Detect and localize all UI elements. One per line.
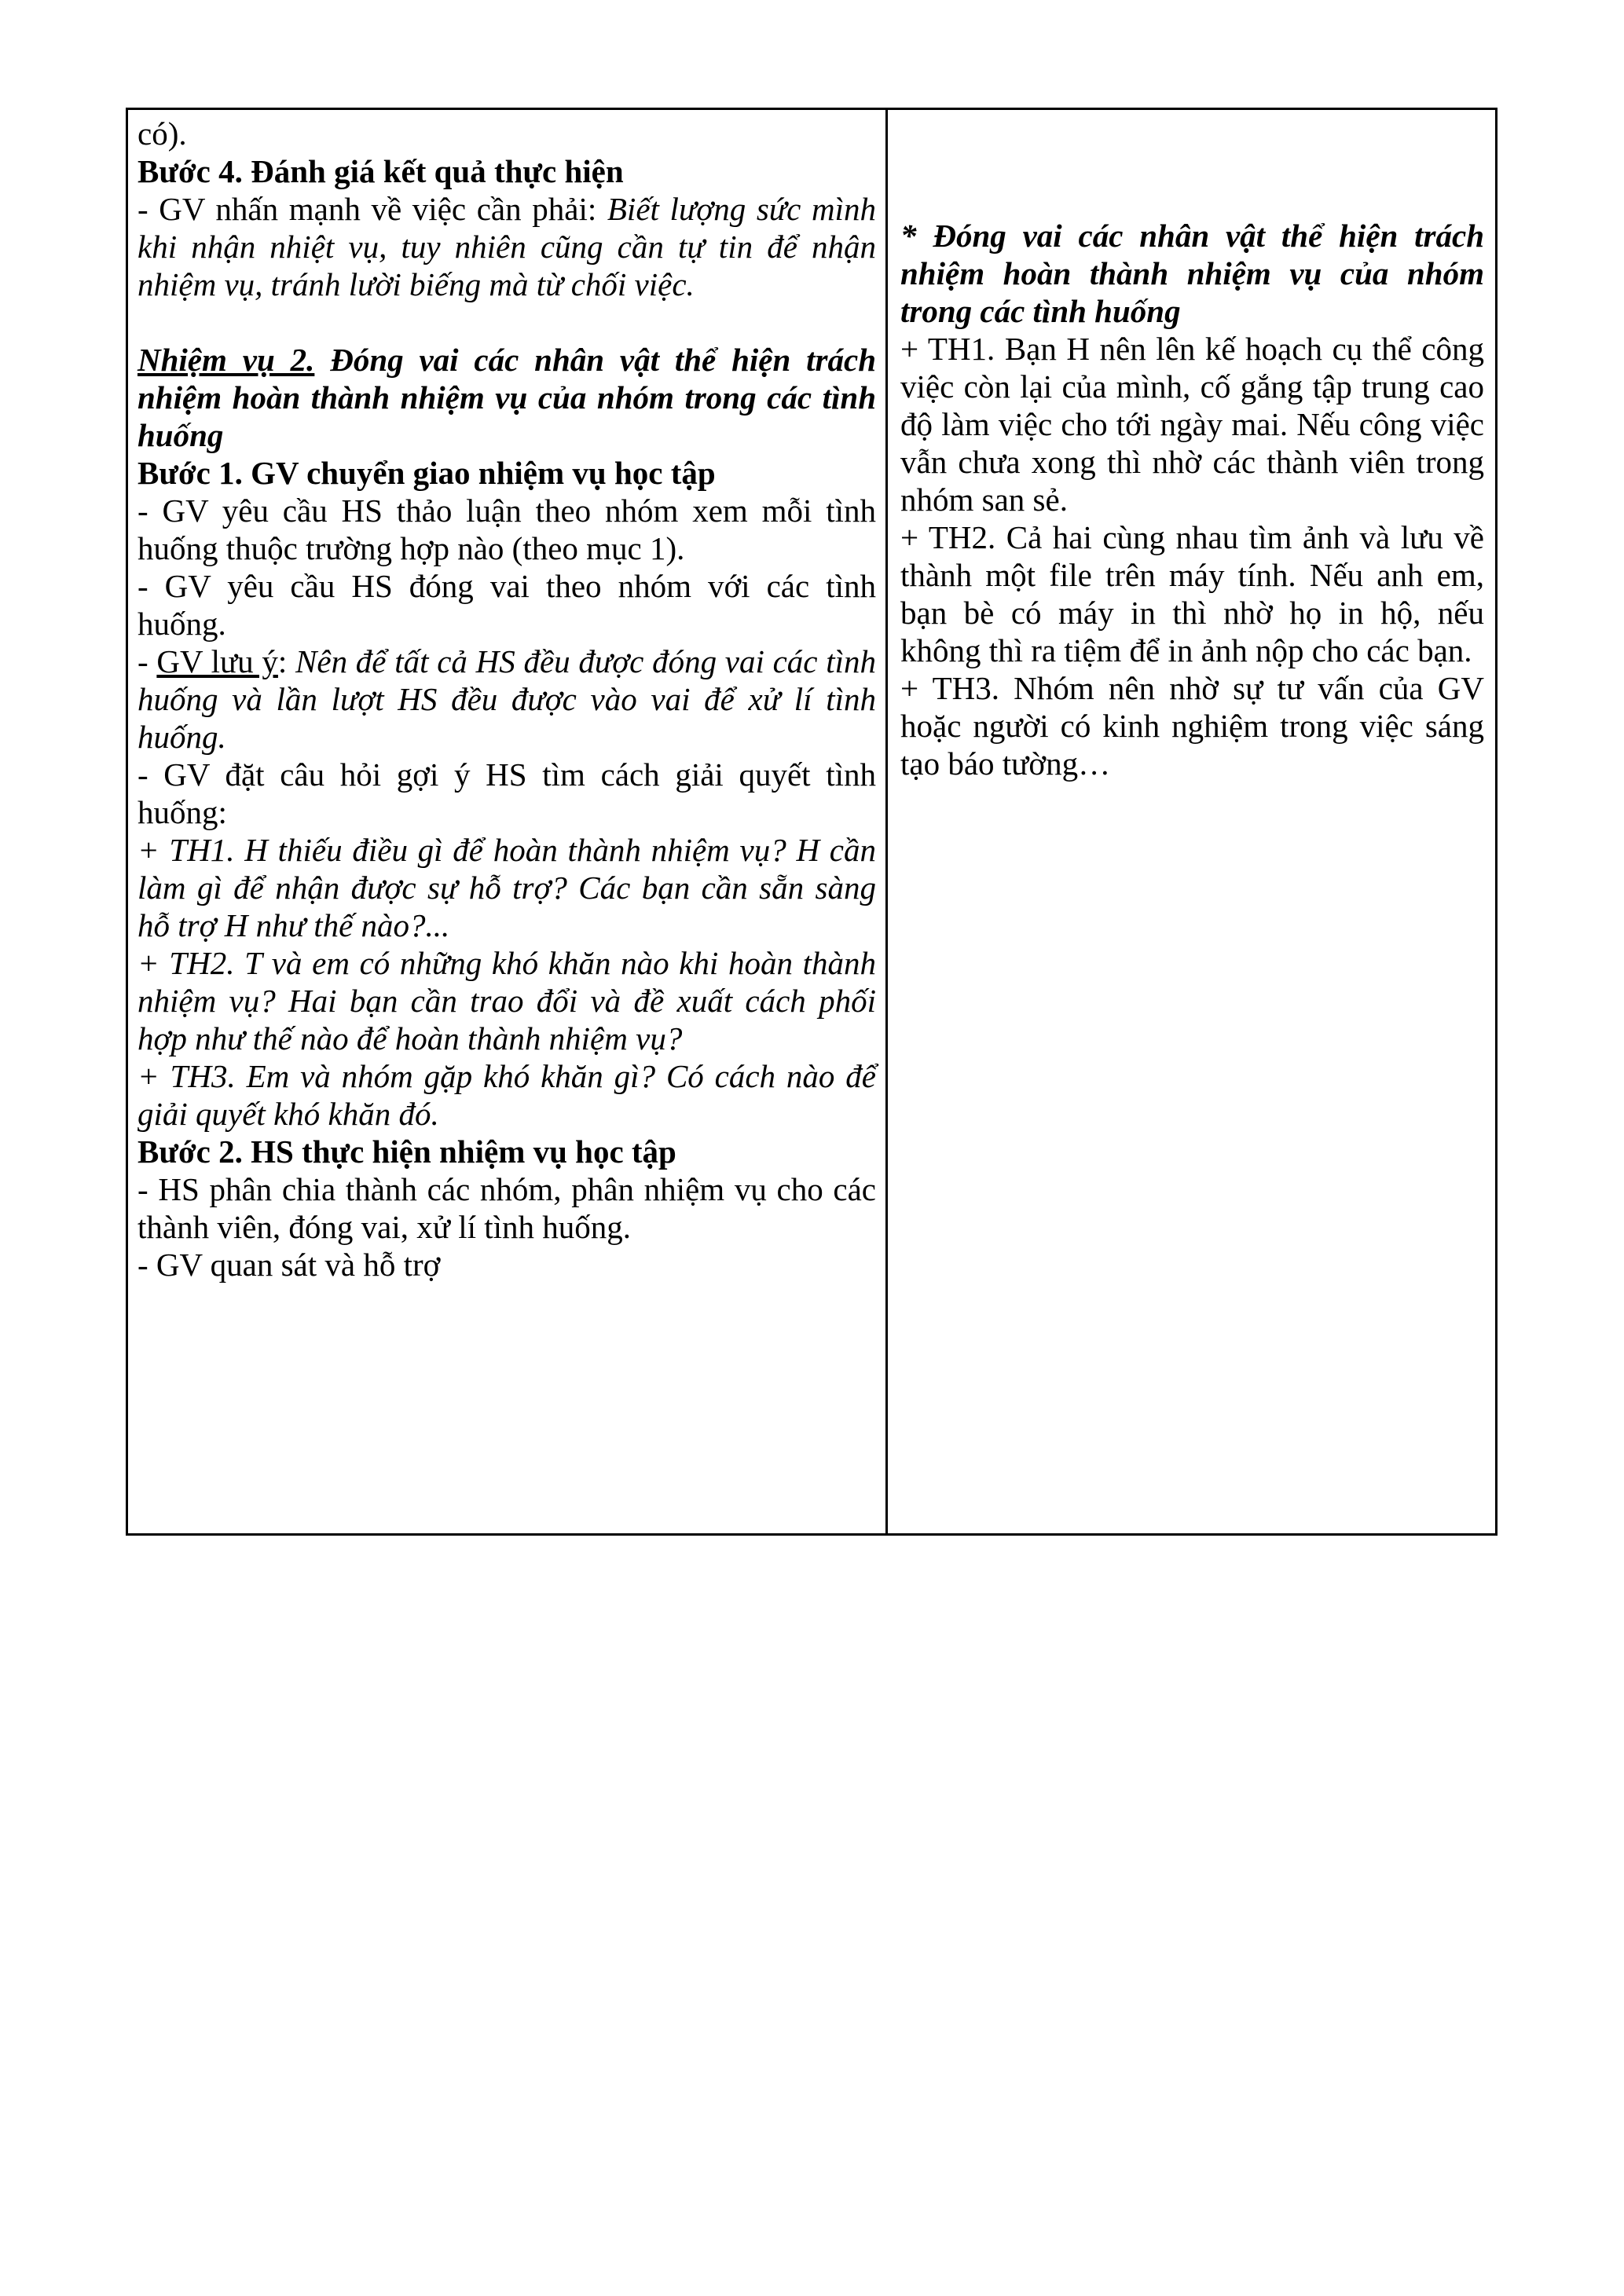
text-run: + TH2. T và em có những khó khăn nào khi hoàn thành nhiệm vụ? Hai bạn cần trao đổi và đề xuất cách phối hợp như thế nào để hoàn thành nhiệm vụ? (137, 945, 876, 1056)
paragraph (137, 492, 876, 567)
paragraph (900, 217, 1484, 330)
paragraph (137, 831, 876, 944)
text-run: + TH1. H thiếu điều gì để hoàn thành nhiệm vụ? H cần làm gì để nhận được sự hỗ trợ? Các bạn cần sẵn sàng hỗ trợ H như thế nào?... (137, 832, 876, 943)
text-run: Bước 4. Đánh giá kết quả thực hiện (137, 153, 624, 189)
paragraph (137, 115, 876, 152)
text-run: GV lưu ý (156, 643, 278, 679)
blank-line (137, 303, 876, 341)
expected-products-column (888, 110, 1495, 1533)
text-run: Nhiệm vụ 2. (137, 342, 315, 378)
text-run: - GV nhấn mạnh về việc cần phải: (137, 191, 607, 227)
paragraph (137, 1246, 876, 1283)
text-run: - GV yêu cầu HS đóng vai theo nhóm với các tình huống. (137, 568, 876, 642)
text-run: - GV quan sát và hỗ trợ (137, 1247, 441, 1283)
text-run: Bước 2. HS thực hiện nhiệm vụ học tập (137, 1133, 676, 1170)
lesson-plan-table (126, 108, 1498, 1536)
empty-space (900, 115, 1484, 217)
paragraph (137, 1133, 876, 1170)
paragraph (900, 669, 1484, 782)
text-run: * Đóng vai các nhân vật thể hiện trách nhiệm hoàn thành nhiệm vụ của nhóm trong các tình huống (900, 218, 1484, 329)
text-run: Bước 1. GV chuyển giao nhiệm vụ học tập (137, 455, 716, 491)
teacher-activities-column (128, 110, 888, 1533)
paragraph (900, 518, 1484, 669)
text-run: + TH2. Cả hai cùng nhau tìm ảnh và lưu về thành một file trên máy tính. Nếu anh em, bạn bè có máy in thì nhờ họ in hộ, nếu không thì ra tiệm để in ảnh nộp cho các bạn. (900, 519, 1484, 668)
paragraph (137, 1170, 876, 1246)
paragraph (137, 152, 876, 190)
text-run: - HS phân chia thành các nhóm, phân nhiệm vụ cho các thành viên, đóng vai, xử lí tình huống. (137, 1171, 876, 1245)
text-run: - GV đặt câu hỏi gợi ý HS tìm cách giải quyết tình huống: (137, 756, 876, 830)
text-run: - (137, 643, 157, 679)
text-run: : (277, 643, 296, 679)
paragraph (137, 944, 876, 1057)
paragraph (137, 341, 876, 454)
paragraph (137, 190, 876, 303)
text-run: có). (137, 115, 187, 152)
text-run: + TH1. Bạn H nên lên kế hoạch cụ thể công việc còn lại của mình, cố gắng tập trung cao độ làm việc cho tới ngày mai. Nếu công việc vẫn chưa xong thì nhờ các thành viên trong nhóm san sẻ. (900, 331, 1484, 518)
text-run: + TH3. Em và nhóm gặp khó khăn gì? Có cách nào để giải quyết khó khăn đó. (137, 1058, 876, 1132)
text-run: + TH3. Nhóm nên nhờ sự tư vấn của GV hoặc người có kinh nghiệm trong việc sáng tạo báo tường… (900, 670, 1484, 782)
text-run: Đóng vai các nhân vật thể hiện trách nhiệm hoàn thành nhiệm vụ của nhóm trong các tình huống (137, 342, 876, 453)
paragraph (900, 330, 1484, 518)
paragraph (137, 643, 876, 756)
paragraph (137, 756, 876, 831)
text-run: - GV yêu cầu HS thảo luận theo nhóm xem mỗi tình huống thuộc trường hợp nào (theo mục 1). (137, 493, 876, 566)
paragraph (137, 1057, 876, 1133)
paragraph (137, 454, 876, 492)
text-run: Nên để tất cả HS đều được đóng vai các tình huống và lần lượt HS đều được vào vai để xử lí tình huống. (137, 643, 876, 755)
paragraph (137, 567, 876, 643)
text-run: Biết lượng sức mình khi nhận nhiệt vụ, tuy nhiên cũng cần tự tin để nhận nhiệm vụ, tránh lười biếng mà từ chối việc. (137, 191, 876, 302)
